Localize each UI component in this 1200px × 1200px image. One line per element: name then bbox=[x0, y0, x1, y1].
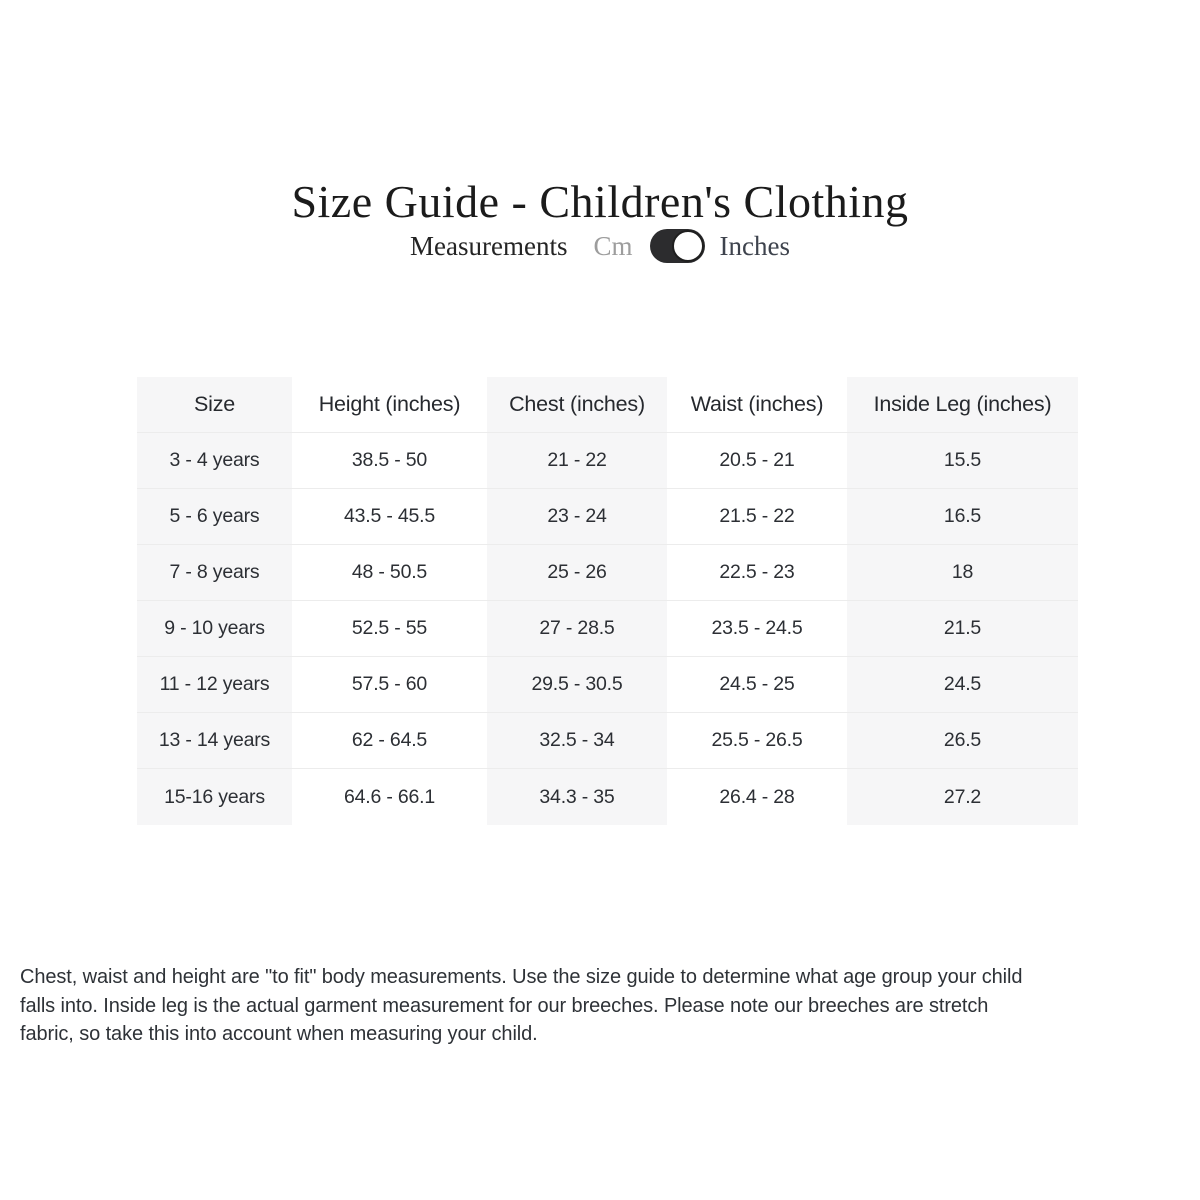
footer-note-line: Chest, waist and height are "to fit" body measurements. Use the size guide to determine what age group your child bbox=[20, 966, 1023, 988]
row-size-label: 9 - 10 years bbox=[137, 601, 292, 657]
toggle-knob-icon bbox=[672, 230, 704, 262]
unit-cm-label: Cm bbox=[593, 230, 633, 261]
table-cell: 27.2 bbox=[847, 769, 1078, 825]
table-cell: 62 - 64.5 bbox=[292, 713, 487, 769]
table-cell: 15.5 bbox=[847, 433, 1078, 489]
column-header: Inside Leg (inches) bbox=[847, 377, 1078, 433]
table-cell: 20.5 - 21 bbox=[667, 433, 847, 489]
footer-note-line: falls into. Inside leg is the actual garment measurement for our breeches. Please note our breeches are stretch bbox=[20, 994, 989, 1017]
table-cell: 18 bbox=[847, 545, 1078, 601]
table-cell: 24.5 bbox=[847, 657, 1078, 713]
measurements-label: Measurements bbox=[410, 230, 568, 261]
column-header: Size bbox=[137, 377, 292, 433]
row-size-label: 13 - 14 years bbox=[137, 713, 292, 769]
row-size-label: 3 - 4 years bbox=[137, 433, 292, 489]
column-header: Chest (inches) bbox=[487, 377, 667, 433]
row-size-label: 5 - 6 years bbox=[137, 489, 292, 545]
footer-note-line: fabric, so take this into account when measuring your child. bbox=[20, 1023, 538, 1046]
table-cell: 57.5 - 60 bbox=[292, 657, 487, 713]
size-table bbox=[137, 377, 1078, 825]
column-header: Waist (inches) bbox=[667, 377, 847, 433]
table-cell: 52.5 - 55 bbox=[292, 601, 487, 657]
table-cell: 34.3 - 35 bbox=[487, 769, 667, 825]
table-cell: 26.5 bbox=[847, 713, 1078, 769]
page-title: Size Guide - Children's Clothing bbox=[291, 175, 909, 227]
row-size-label: 11 - 12 years bbox=[137, 657, 292, 713]
row-size-label: 7 - 8 years bbox=[137, 545, 292, 601]
table-cell: 16.5 bbox=[847, 489, 1078, 545]
table-cell: 48 - 50.5 bbox=[292, 545, 487, 601]
table-cell: 24.5 - 25 bbox=[667, 657, 847, 713]
table-cell: 23.5 - 24.5 bbox=[667, 601, 847, 657]
table-cell: 23 - 24 bbox=[487, 489, 667, 545]
table-cell: 38.5 - 50 bbox=[292, 433, 487, 489]
unit-inches-label: Inches bbox=[719, 230, 790, 261]
table-cell: 22.5 - 23 bbox=[667, 545, 847, 601]
table-cell: 21 - 22 bbox=[487, 433, 667, 489]
table-cell: 26.4 - 28 bbox=[719, 785, 795, 808]
row-size-label: 15-16 years bbox=[137, 769, 292, 825]
table-cell: 32.5 - 34 bbox=[487, 713, 667, 769]
table-cell: 64.6 - 66.1 bbox=[343, 785, 436, 808]
table-cell: 21.5 bbox=[847, 601, 1078, 657]
table-cell: 43.5 - 45.5 bbox=[292, 489, 487, 545]
table-cell: 29.5 - 30.5 bbox=[487, 657, 667, 713]
table-cell: 27 - 28.5 bbox=[487, 601, 667, 657]
unit-toggle-row bbox=[0, 229, 1200, 263]
table-cell: 25 - 26 bbox=[487, 545, 667, 601]
column-header: Height (inches) bbox=[292, 377, 487, 433]
footer-note bbox=[20, 963, 1190, 1049]
unit-toggle-switch[interactable] bbox=[650, 229, 705, 263]
table-cell: 25.5 - 26.5 bbox=[667, 713, 847, 769]
table-cell: 21.5 - 22 bbox=[667, 489, 847, 545]
